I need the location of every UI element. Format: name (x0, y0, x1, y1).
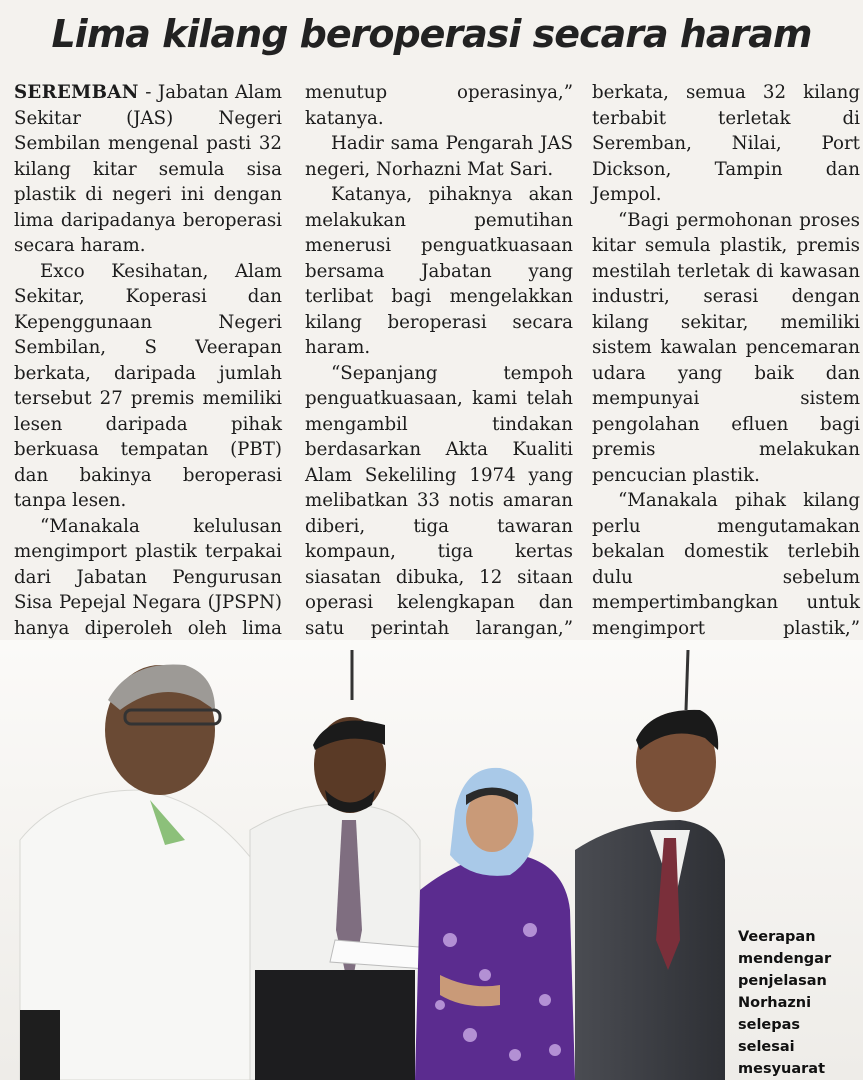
paragraph: “Manakala pihak kilang perlu mengutamakan bekalan domestik terlebih dulu sebelum mempertimbangkan untuk mengimport plastik,” (592, 490, 860, 639)
caption-line: penjelasan (738, 973, 827, 989)
paragraph: berkata, semua 32 kilang terbabit terletak di Seremban, Nilai, Port Dickson, Tampin dan Jempol. (592, 82, 860, 205)
paragraph: menutup operasinya,” katanya. (305, 82, 573, 129)
headline: Lima kilang beroperasi secara haram (51, 12, 812, 56)
article-column-1 (14, 80, 282, 692)
caption-line: Veerapan (738, 929, 816, 945)
paragraph: Exco Kesihatan, Alam Sekitar, Koperasi dan Kepenggunaan Negeri Sembilan, S Veerapan berkata, daripada jumlah tersebut 27 premis memiliki lesen daripada pihak berkuasa tempatan (PBT) dan bakinya beroperasi tanpa lesen. (14, 260, 282, 511)
article-column-3 (592, 80, 860, 667)
caption-line: selesai (738, 1039, 795, 1055)
dateline: SEREMBAN (14, 82, 139, 103)
caption-line: mendengar (738, 951, 832, 967)
paragraph: “Sepanjang tempoh penguatkuasaan, kami telah mengambil tindakan berdasarkan Akta Kualiti Alam Sekeliling 1974 yang melibatkan 33 notis amaran diberi, tiga tawaran kompaun, tiga kertas siasatan dibuka, 12 sitaan operasi kelengkapan dan satu perintah larangan,” (305, 362, 573, 639)
paragraph-text: - Jabatan Alam Sekitar (JAS) Negeri Sembilan mengenal pasti 32 kilang kitar semula sisa plastik di negeri ini dengan lima daripadanya beroperasi secara haram. (14, 82, 282, 256)
paragraph: “Bagi permohonan proses kitar semula plastik, premis mestilah terletak di kawasan industri, serasi dengan kilang sekitar, memiliki sistem kawalan pencemaran udara yang baik dan mempunyai sistem pengolahan efluen bagi premis melakukan pencucian plastik. (592, 209, 860, 486)
paragraph: Katanya, pihaknya akan melakukan pemutihan menerusi penguatkuasaan bersama Jabatan yang terlibat bagi mengelakkan kilang beroperasi secara haram. (305, 184, 573, 358)
news-photo (0, 640, 863, 1080)
paragraph (14, 80, 282, 259)
paragraph: “Manakala kelulusan mengimport plastik terpakai dari Jabatan Pengurusan Sisa Pepejal Negara (JPSPN) hanya diperoleh oleh lima (14, 515, 282, 639)
article-column-2 (305, 80, 573, 692)
caption-line: Norhazni (738, 995, 812, 1011)
caption-line: selepas (738, 1017, 801, 1033)
paragraph: Hadir sama Pengarah JAS negeri, Norhazni Mat Sari. (305, 133, 573, 180)
photo-caption (738, 926, 856, 1080)
caption-line: mesyuarat (738, 1061, 825, 1077)
